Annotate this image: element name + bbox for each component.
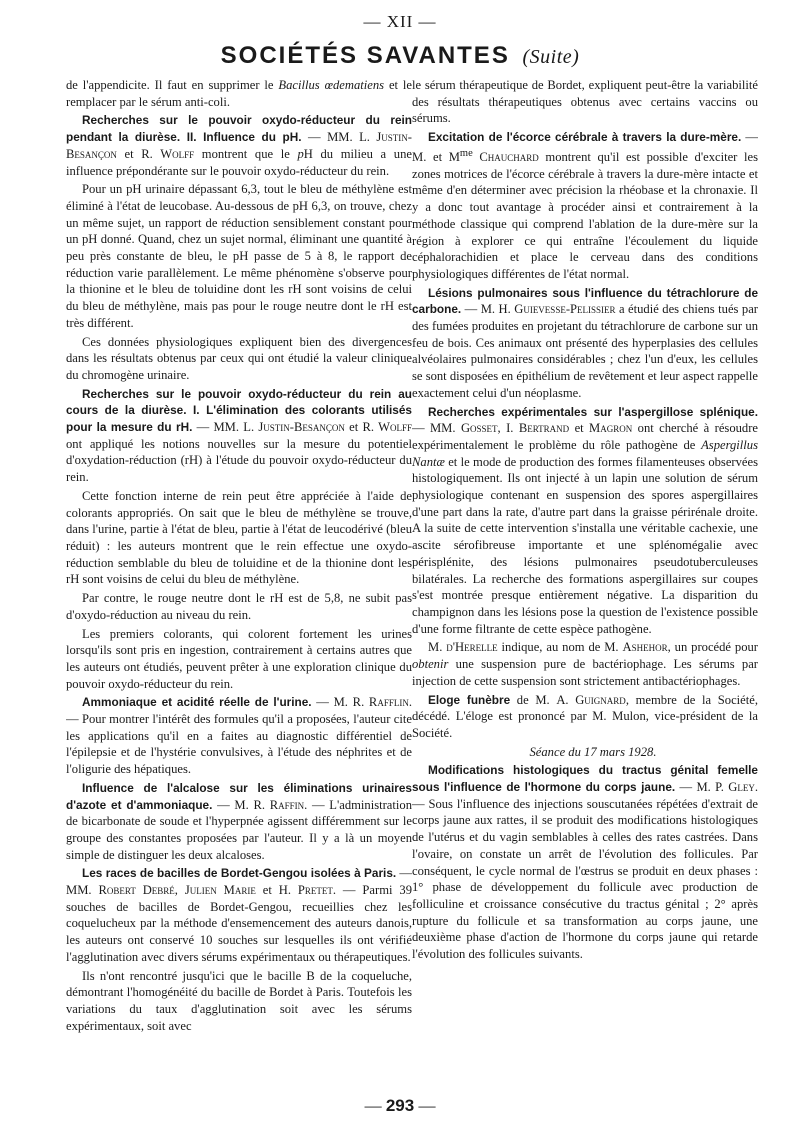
- author-name: L. Justin-Besançon: [243, 420, 345, 435]
- paragraph: Pour un pH urinaire dépassant 6,3, tout le bleu de méthylène est éliminé à l'état de leucobase. Au-dessous de pH 6,3, on trouve, chez un même sujet, un rapport de réduction sensiblement constant pour un pH donné. Quand, chez un sujet normal, éliminant une quantité à peu près constante de bleu, le pH passe de 5 à 8, le rapport de réduction varie parallèlement. Le même phénomène s'observe pour la thionine et le bleu de toluidine dont les rH sont voisins de celui du bleu de méthylène, mais pas pour le rouge neutre dont le rH est très différent.: [66, 182, 412, 330]
- paragraph: M. d'Herelle indique, au nom de M. Ashehor, un procédé pour obtenir une suspension pure de bactériophage. Les sérums par injection de cette suspension sont strictement antibactériophages.: [412, 640, 758, 688]
- article-paragraph: Excitation de l'écorce cérébrale à travers la dure-mère. — M. et $M^{me}$ Chauchard montrent qu'il est possible d'exciter les zones motrices de l'écorce cérébrale à travers la dure-mère intacte et même d'en déterminer avec précision la rhéobase et la chronaxie. Il y a donc tout avantage à procéder ainsi et contrairement à la méthode classique qui comprend l'ablation de la dure-mère sur la région à explorer ce qui entraîne l'écoulement du liquide céphalorachidien et place le cerveau dans des conditions physiologiques différentes de l'état normal.: [412, 130, 758, 281]
- right-column: [412, 77, 758, 1087]
- section-continued: (Suite): [522, 46, 580, 68]
- roman-page-number: — XII —: [363, 12, 437, 31]
- article-heading: Excitation de l'écorce cérébrale à travers la dure-mère.: [428, 130, 742, 145]
- article-paragraph: Les races de bacilles de Bordet-Gengou isolées à Paris. — MM. Robert Debré, Julien Marie et H. Pretet. — Parmi 39 souches de bacilles de Bordet-Gengou, recueillies chez les coquelucheux par la méthode d'ensemencement des auteurs danois, les auteurs ont conservé 10 souches sur lesquelles ils ont vérifié l'agglutination avec divers sérums expérimentaux ou thérapeutiques.: [66, 866, 412, 964]
- article-heading: Recherches expérimentales sur l'aspergillose splénique.: [428, 404, 758, 419]
- page-number: — 293 —: [364, 1096, 436, 1115]
- section-title: SOCIÉTÉS SAVANTES: [220, 42, 510, 69]
- article-paragraph: Eloge funèbre de M. A. Guignard, membre de la Société, décédé. L'éloge est prononcé par M. Mulon, vice-président de la Société.: [412, 692, 758, 740]
- paragraph: Cette fonction interne de rein peut être appréciée à l'aide de colorants appropriés. On sait que le bleu de méthylène se trouve, dans l'urine, partie à l'état de bleu, partie à l'état de leucodérivé (bleu réduit) : les auteurs montrent que le rein effectue une oxydo-réduction semblable du bleu de toluidine et de la thionine dont les rH sont voisins de celui du bleu de méthylène.: [66, 488, 412, 587]
- author-name: H. Pretet.: [278, 883, 337, 898]
- paragraph: le sérum thérapeutique de Bordet, expliquent peut-être la variabilité des résultats thérapeutiques obtenus avec certains vaccins ou sérums.: [412, 78, 758, 126]
- article-heading: Recherches sur le pouvoir oxydo-réducteur du rein au cours de la diurèse. I. L'élimination des colorants utilisés pour la mesure du rH.: [66, 386, 412, 435]
- article-paragraph: Recherches sur le pouvoir oxydo-réducteur du rein au cours de la diurèse. I. L'élimination des colorants utilisés pour la mesure du rH. — MM. L. Justin-Besançon et R. Wolff ont appliqué les notions nouvelles sur la mesure du potentiel d'oxydation-réduction (rH) à l'étude du pouvoir oxydo-réducteur du rein.: [66, 386, 412, 485]
- article-heading: Eloge funèbre: [428, 692, 511, 707]
- author-name: d'Herelle: [446, 640, 498, 655]
- article-paragraph: Lésions pulmonaires sous l'influence du tétrachlorure de carbone. — M. H. Guievesse-Pelissier a étudié des chiens tués par des fumées produites en projetant du tétrachlorure de carbone sur un feu de bois. Ces animaux ont présenté des hyperplasies des cellules alvéolaires pulmonaires considérables ; chez l'un d'eux, les cellules se sont disposées en épithélium de revêtement et leur aspect rappelle exactement celui d'un néoplasme.: [412, 285, 758, 400]
- paragraph: Ils n'ont rencontré jusqu'ici que le bacille B de la coqueluche, démontrant l'homogénéité du bacille de Bordet à Paris. Toutefois les variations du taux d'agglutination soit avec les sérums expérimentaux, soit avec: [66, 968, 412, 1033]
- article-paragraph: Recherches sur le pouvoir oxydo-réducteur du rein pendant la diurèse. II. Influence du pH. — MM. L. Justin-Besançon et R. Wolff montrent que le pH du milieu a une influence prépondérante sur le pouvoir oxydo-réducteur du rein.: [66, 113, 412, 178]
- author-name: L. Justin-Besançon: [66, 130, 412, 161]
- author-name: H. Guievesse-Pelissier: [498, 302, 616, 317]
- author-name: P. Gley.: [715, 780, 758, 795]
- paragraph: Ces données physiologiques expliquent bien des divergences dans les résultats obtenus par ceux qui ont étudié la valeur clinique du chromogène urinaire.: [66, 334, 412, 382]
- article-heading: Les races de bacilles de Bordet-Gengou isolées à Paris.: [82, 866, 397, 881]
- article-paragraph: Modifications histologiques du tractus génital femelle sous l'influence de l'hormone du corps jaune. — M. P. Gley. — Sous l'influence des injections souscutanées répétées d'extrait de corps jaune aux rattes, il se produit des modifications histologiques de l'utérus et du vagin semblables à celles des rates castrées. Dans l'ovaire, on constate un arrêt de l'évolution des follicules. Par conséquent, le cycle normal de l'œstrus se produit en deux phases : 1° phase de développement du follicule avec production de folliculine et croissance consécutive du tractus génital ; 2° après rupture du follicule et sa transformation au corps jaune, une deuxième phase d'action de l'hormone du corps jaune qui retarde l'évolution des follicules suivants.: [412, 763, 758, 962]
- author-name: R. Wolff: [141, 146, 195, 161]
- author-name: R. Rafflin.: [352, 695, 412, 710]
- article-paragraph: Influence de l'alcalose sur les éliminations urinaires d'azote et d'ammoniaque. — M. R. Raffin. — L'administration de bicarbonate de soude et l'hyperpnée agissent différemment sur le groupe des constantes proposées par l'auteur. Il y a là un moyen simple de distinguer les deux alcaloses.: [66, 780, 412, 862]
- author-name: Ashehor: [622, 640, 668, 655]
- author-name: Magron: [589, 421, 633, 436]
- paragraph: Les premiers colorants, qui colorent fortement les urines lorsqu'ils sont pris en ingestion, contrairement à certains autres que les auteurs ont étudiés, peuvent prêter à une exploration clinique du pouvoir oxydo-réducteur du rein.: [66, 626, 412, 691]
- article-heading: Modifications histologiques du tractus génital femelle sous l'influence de l'hormone du corps jaune.: [412, 763, 758, 795]
- section-header: [0, 42, 800, 70]
- article-heading: Influence de l'alcalose sur les éliminations urinaires d'azote et d'ammoniaque.: [66, 780, 412, 812]
- paragraph: de l'appendicite. Il faut en supprimer le Bacillus œdematiens et le remplacer par le sérum anti-coli.: [66, 78, 412, 109]
- article-paragraph: Recherches expérimentales sur l'aspergillose splénique. — MM. Gosset, I. Bertrand et Magron ont cherché à résoudre expérimentalement le problème du rôle pathogène de Aspergillus Nantæ et le mode de production des formes filamenteuses observées histologiquement. Ils ont injecté à un lapin une solution de sérum physiologique contenant en suspension des spores aspergillaires d'une part dans la rate, d'autre part dans la graisse périrénale droite. A la suite de cette intervention s'installa une véritable cachexie, une ascite sérofibreuse importante et une splénomégalie avec périsplénite, des lésions pulmonaires pseudotuberculeuses bilatérales. La recherche des formations aspergillaires sur coupes s'est montrée presque entièrement négative. La disparition du champignon dans les lésions pose la question de l'existence possible d'une forme filtrante de cette espèce pathogène.: [412, 404, 758, 636]
- session-date: Séance du 17 mars 1928.: [529, 744, 657, 759]
- author-name: Chauchard: [472, 150, 539, 164]
- author-name: R. Wolff: [362, 420, 412, 435]
- left-column: [66, 77, 412, 1087]
- article-heading: Lésions pulmonaires sous l'influence du tétrachlorure de carbone.: [412, 285, 758, 317]
- article-heading: Ammoniaque et acidité réelle de l'urine.: [82, 695, 312, 710]
- author-name: R. Raffin.: [253, 797, 308, 812]
- article-heading: Recherches sur le pouvoir oxydo-réducteur du rein pendant la diurèse. II. Influence du pH.: [66, 113, 412, 145]
- author-name: Gosset, I. Bertrand: [460, 421, 570, 436]
- author-name: Robert Debré, Julien Marie: [98, 883, 256, 898]
- author-name: A. Guignard: [556, 692, 626, 707]
- article-paragraph: Ammoniaque et acidité réelle de l'urine. — M. R. Rafflin. — Pour montrer l'intérêt des formules qu'il a proposées, l'auteur cite les applications qu'il en a faites au diagnostic différentiel de l'épilepsie et de l'hystérie convulsives, à l'étude des néphrites et de l'oligurie des hépatiques.: [66, 695, 412, 777]
- paragraph: Par contre, le rouge neutre dont le rH est de 5,8, ne subit pas d'oxydo-réduction au niveau du rein.: [66, 591, 412, 622]
